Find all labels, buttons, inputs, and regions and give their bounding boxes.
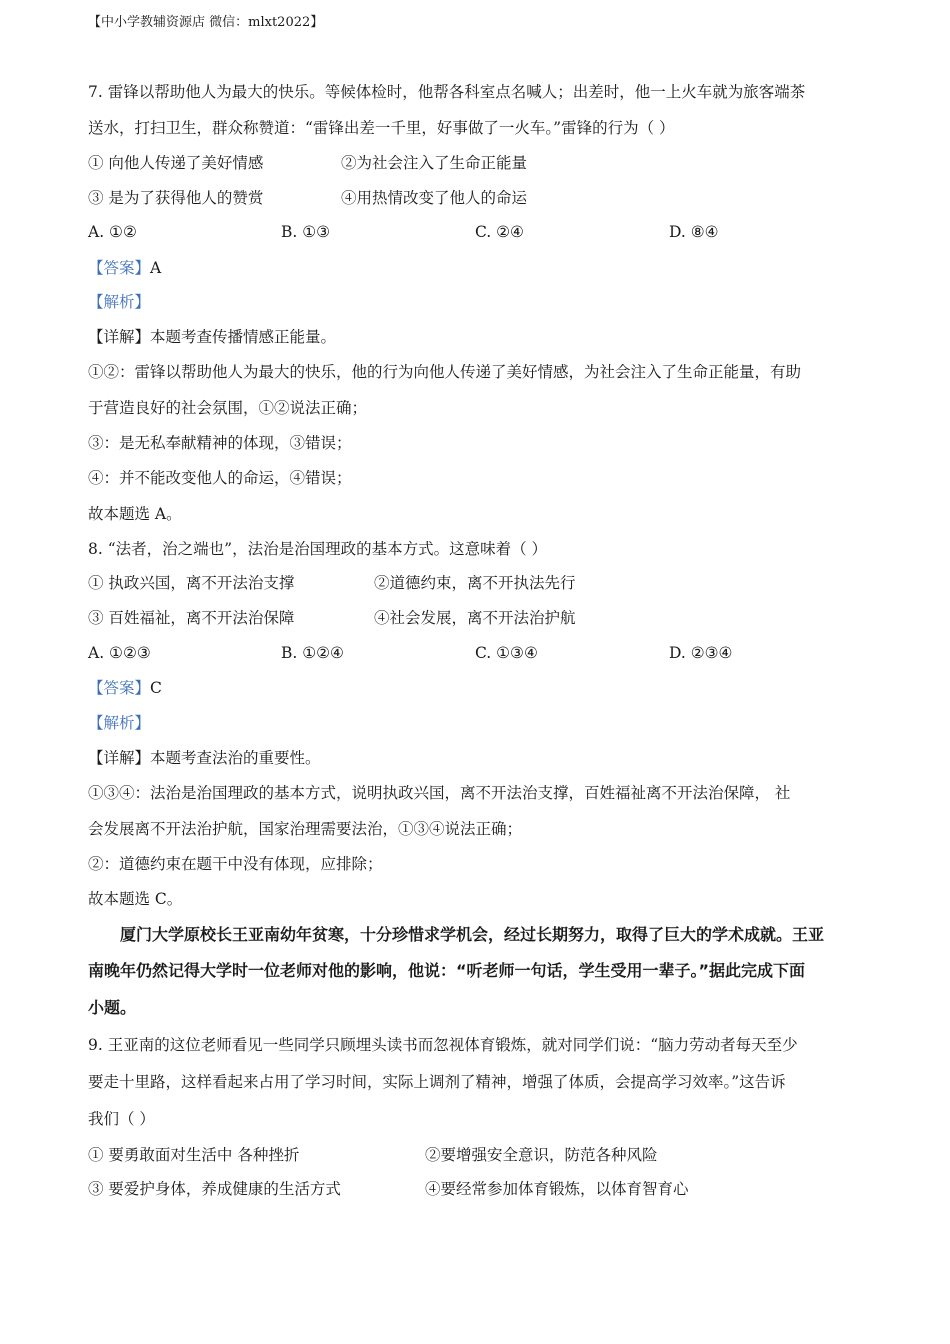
passage-line3: 小题。 [88, 998, 137, 1017]
detail-tag: 【详解】 [88, 749, 151, 767]
q8-explanation-1: ①③④：法治是治国理政的基本方式，说明执政兴国，离不开法治支撑，百姓福祉离不开法治保障， 社 [88, 784, 791, 802]
q9-stem-line2: 要走十里路，这样看起来占用了学习时间，实际上调剂了精神，增强了体质，会提高学习效率。”这告诉 [88, 1073, 786, 1091]
q7-conclusion: 故本题选 A。 [88, 505, 182, 523]
q9-option-4: ④要经常参加体育锻炼，以体育智育心 [425, 1180, 689, 1198]
q7-answer-value: A [150, 259, 162, 277]
q7-option-1: ① 向他人传递了美好情感 [88, 154, 264, 172]
q9-stem-line1: 9. 王亚南的这位老师看见一些同学只顾埋头读书而忽视体育锻炼，就对同学们说：“脑力劳动者每天至少 [88, 1036, 798, 1054]
passage-line1: 厦门大学原校长王亚南幼年贫寒，十分珍惜求学机会，经过长期努力，取得了巨大的学术成就。王亚 [120, 925, 825, 944]
q9-option-2: ②要增强安全意识，防范各种风险 [425, 1146, 658, 1164]
q7-choices [88, 222, 719, 242]
q7-answer [88, 258, 161, 278]
q9-option-1: ① 要勇敢面对生活中 各种挫折 [88, 1146, 300, 1164]
q8-explanation-3: ②：道德约束在题干中没有体现，应排除； [88, 855, 383, 873]
q7-explanation-3: ③：是无私奉献精神的体现，③错误； [88, 434, 352, 452]
q7-option-3: ③ 是为了获得他人的赞赏 [88, 189, 264, 207]
answer-tag: 【答案】 [88, 259, 151, 277]
q8-option-row1 [88, 573, 576, 593]
q8-choice-a: A. ①②③ [88, 644, 151, 662]
q7-explanation-4: ④：并不能改变他人的命运，④错误； [88, 469, 352, 487]
answer-tag: 【答案】 [88, 679, 151, 697]
q7-analysis-tag: 【解析】 [88, 293, 151, 311]
page-header: 【中小学教辅资源店 微信：mlxt2022】 [88, 15, 324, 30]
q9-stem-line3: 我们（ ） [88, 1110, 155, 1128]
q8-detail [88, 748, 321, 768]
q7-detail [88, 327, 336, 347]
q8-option-row2 [88, 608, 576, 628]
q8-choice-b: B. ①②④ [281, 644, 344, 662]
q8-analysis-tag: 【解析】 [88, 714, 151, 732]
q8-choice-c: C. ①③④ [475, 644, 538, 662]
q7-stem-line2: 送水，打扫卫生，群众称赞道：“雷锋出差一千里，好事做了一火车。”雷锋的行为（ ） [88, 119, 675, 137]
q8-option-4: ④社会发展，离不开法治护航 [374, 609, 576, 627]
q8-choices [88, 643, 733, 663]
detail-tag: 【详解】 [88, 328, 151, 346]
q7-choice-b: B. ①③ [281, 223, 331, 241]
q7-option-4: ④用热情改变了他人的命运 [341, 189, 528, 207]
q7-choice-d: D. ⑧④ [669, 223, 719, 241]
q8-explanation-2: 会发展离不开法治护航，国家治理需要法治，①③④说法正确； [88, 820, 523, 838]
q8-option-1: ① 执政兴国，离不开法治支撑 [88, 574, 295, 592]
q7-explanation-1: ①②：雷锋以帮助他人为最大的快乐，他的行为向他人传递了美好情感，为社会注入了生命正能量，有助 [88, 363, 802, 381]
q7-stem-line1: 7. 雷锋以帮助他人为最大的快乐。等候体检时，他帮各科室点名喊人；出差时，他一上火车就为旅客端茶 [88, 83, 806, 101]
q7-option-2: ②为社会注入了生命正能量 [341, 154, 528, 172]
q8-option-3: ③ 百姓福祉，离不开法治保障 [88, 609, 295, 627]
q8-answer-value: C [150, 679, 162, 697]
q9-option-row2 [88, 1179, 689, 1199]
q8-answer [88, 678, 162, 698]
q7-option-row2 [88, 188, 528, 208]
q9-option-3: ③ 要爱护身体，养成健康的生活方式 [88, 1180, 341, 1198]
q8-conclusion: 故本题选 C。 [88, 890, 183, 908]
q7-choice-c: C. ②④ [475, 223, 524, 241]
q8-stem: 8. “法者，治之端也”，法治是治国理政的基本方式。这意味着（ ） [88, 540, 547, 558]
q7-detail-text: 本题考查传播情感正能量。 [150, 328, 337, 346]
q7-choice-a: A. ①② [88, 223, 137, 241]
q9-option-row1 [88, 1145, 658, 1165]
passage-line2: 南晚年仍然记得大学时一位老师对他的影响，他说：“听老师一句话，学生受用一辈子。”据此完成下面 [88, 961, 806, 980]
q7-option-row1 [88, 153, 528, 173]
q8-detail-text: 本题考查法治的重要性。 [150, 749, 321, 767]
q8-choice-d: D. ②③④ [669, 644, 733, 662]
q7-explanation-2: 于营造良好的社会氛围，①②说法正确； [88, 399, 368, 417]
q8-option-2: ②道德约束，离不开执法先行 [374, 574, 576, 592]
